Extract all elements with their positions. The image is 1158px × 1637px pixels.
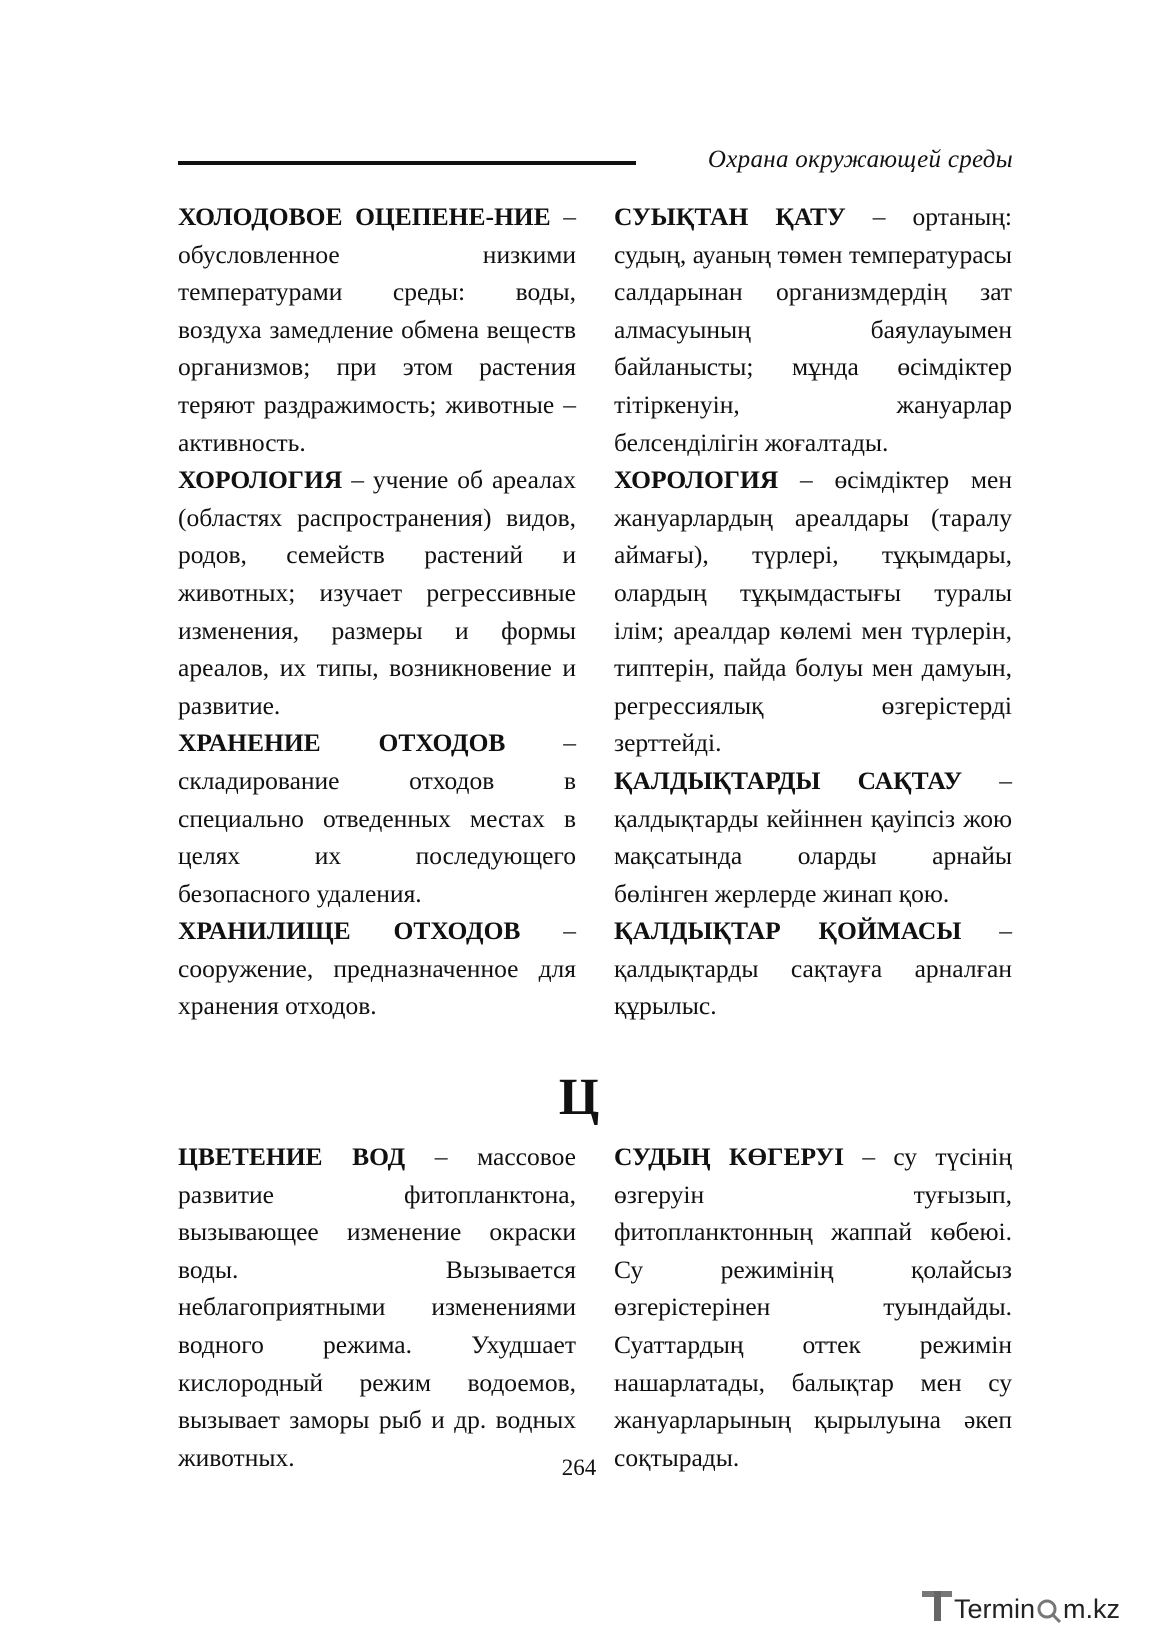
letter-heading: Ц: [558, 1069, 600, 1126]
entry: [614, 198, 1012, 461]
entry-definition: – массовое развитие фитопланктона, вызывающее изменение окраски воды. Вызывается неблагоприятными изменениями водного режима. Ухудшает кислородный режим водоемов, вызывает заморы рыб и др. водных животных.: [178, 1142, 576, 1472]
entry: [614, 461, 1012, 762]
entry: [614, 762, 1012, 912]
entry-term: ХОРОЛОГИЯ: [178, 465, 343, 495]
entry: [178, 198, 576, 461]
entry: [614, 912, 1012, 1025]
entry: [178, 461, 576, 724]
entry-definition: – қалдықтарды сақтауға арналған құрылыс.: [614, 916, 1012, 1021]
entry-definition: – обусловленное низкими температурами среды: воды, воздуха замедление обмена веществ организмов; при этом растения теряют раздражимость; животные – активность.: [178, 202, 577, 457]
header-title: Охрана окружающей среды: [707, 146, 1013, 173]
entry-definition: – складирование отходов в специально отведенных местах в целях их последующего безопасного удаления.: [178, 728, 576, 908]
entries-kazakh-x: [614, 198, 1012, 1025]
entry-definition: – өсімдіктер мен жануарлардың ареалдары (таралу аймағы), түрлері, тұқымдары, олардың тұқымдастығы туралы ілім; ареалдар көлемі мен түрлерін, типтерін, пайда болуы мен дамуын, регрессиялық өзгерістерді зерттейді.: [614, 465, 1012, 758]
entry-term: ХОЛОДОВОЕ ОЦЕПЕНЕ-НИЕ: [178, 202, 551, 231]
page-number: 264: [561, 1455, 597, 1480]
running-header: [178, 146, 1013, 186]
entries-russian-x: [178, 198, 576, 1025]
entry-term: СУЫҚТАН ҚАТУ: [614, 202, 846, 231]
site-watermark[interactable]: [920, 1583, 1120, 1625]
entry-definition: – қалдықтарды кейіннен қауіпсіз жою мақсатында оларды арнайы бөлінген жерлерде жинап қою.: [614, 765, 1012, 908]
entry-term: ХРАНИЛИЩЕ ОТХОДОВ: [178, 916, 521, 946]
entry-definition: – ортаның: судың, ауаның төмен температурасы салдарынан организмдердің зат алмасуының баяулауымен байланысты; мұнда өсімдіктер тітіркенуін, жануарлар белсенділігін жоғалтады.: [614, 202, 1012, 457]
entry-definition: – сооружение, предназначенное для хранения отходов.: [178, 916, 577, 1021]
entry-definition: – су түсінің өзгеруін туғызып, фитопланктонның жаппай көбеюі. Су режимінің қолайсыз өзгерістерінен туындайды. Суаттардың оттек режимін нашарлатады, балықтар мен су жануарларының қырылуына әкеп соқтырады.: [614, 1142, 1012, 1472]
entry-term: ҚАЛДЫҚТАР ҚОЙМАСЫ: [614, 916, 962, 946]
header-rule: [178, 161, 636, 165]
entry: [178, 912, 576, 1025]
entry-term: ҚАЛДЫҚТАРДЫ САҚТАУ: [614, 765, 963, 795]
watermark-prefix: Termin: [953, 1594, 1035, 1624]
watermark-suffix: m.kz: [1063, 1594, 1120, 1624]
entries-kazakh-ts: [614, 1138, 1012, 1476]
entry: [178, 1138, 576, 1476]
entries-russian-ts: [178, 1138, 576, 1476]
entry-term: СУДЫҢ КӨГЕРУІ: [614, 1142, 845, 1171]
entry-definition: – учение об ареалах (областях распространения) видов, родов, семейств растений и животных; изучает регрессивные изменения, размеры и формы ареалов, их типы, возникновение и развитие.: [178, 465, 576, 720]
entry: [614, 1138, 1012, 1476]
entry-term: ХРАНЕНИЕ ОТХОДОВ: [178, 728, 506, 758]
termincom-t-logo-icon: [920, 1585, 956, 1625]
entry-term: ЦВЕТЕНИЕ ВОД: [178, 1142, 406, 1171]
entry-term: ХОРОЛОГИЯ: [614, 465, 779, 495]
search-magnifier-icon: [1036, 1595, 1062, 1623]
entry: [178, 724, 576, 912]
